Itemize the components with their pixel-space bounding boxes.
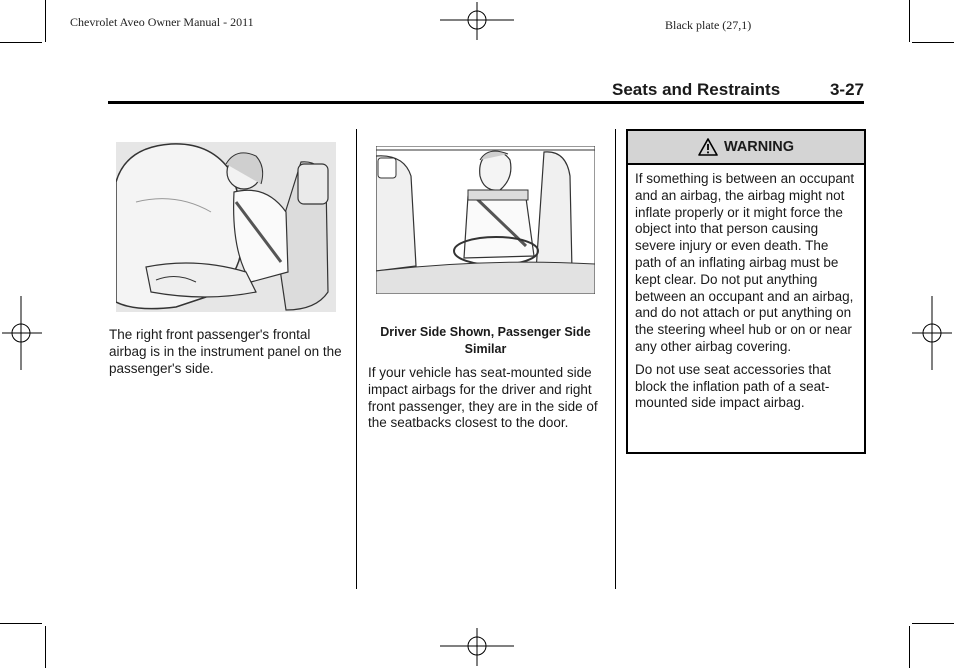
- warning-header: [628, 131, 864, 165]
- warning-title: WARNING: [723, 139, 795, 155]
- warning-box: [626, 129, 866, 454]
- column-divider: [615, 129, 616, 589]
- passenger-airbag-figure: [116, 142, 336, 312]
- figure-caption: Driver Side Shown, Passenger Side Similar: [380, 325, 591, 356]
- warning-body: [628, 165, 864, 412]
- passenger-airbag-paragraph: The right front passenger's frontal airbag is in the instrument panel on the passenger's side.: [109, 327, 342, 376]
- registration-mark-right: [912, 296, 954, 370]
- crop-mark: [0, 623, 42, 624]
- crop-mark: [45, 0, 46, 42]
- section-heading: [612, 80, 864, 100]
- passenger-airbag-illustration-icon: [116, 142, 336, 312]
- driver-seat-airbag-illustration-icon: [376, 146, 595, 294]
- driver-airbag-figure: [376, 146, 595, 294]
- crop-mark: [909, 626, 910, 668]
- warning-paragraph: If something is between an occupant and an airbag, the airbag might not inflate properly or it might force the object into that person causing severe injury or even death. The path of an inflating airbag must be kept clear. Do not put anything between an occupant and an airbag, and do not attach or put anything on the steering wheel hub or on or near any other airbag covering.: [635, 171, 855, 354]
- crop-mark: [912, 42, 954, 43]
- warning-paragraph: Do not use seat accessories that block the inflation path of a seat-mounted side impact airbag.: [635, 361, 831, 411]
- crop-mark: [909, 0, 910, 42]
- header-rule: [108, 101, 864, 104]
- registration-mark-bottom: [440, 626, 514, 668]
- crop-mark: [45, 626, 46, 668]
- registration-mark-left: [0, 296, 42, 370]
- plate-label: Black plate (27,1): [665, 18, 752, 32]
- warning-triangle-icon: [698, 138, 718, 156]
- column-divider: [356, 129, 357, 589]
- section-title: Seats and Restraints: [612, 80, 781, 99]
- manual-title: Chevrolet Aveo Owner Manual - 2011: [70, 15, 254, 29]
- crop-mark: [0, 42, 42, 43]
- crop-mark: [912, 623, 954, 624]
- registration-mark-top: [440, 0, 514, 42]
- side-airbag-paragraph: If your vehicle has seat-mounted side impact airbags for the driver and right front passenger, they are in the side of the seatbacks closest to the door.: [368, 365, 598, 431]
- page-number: 3-27: [829, 80, 864, 99]
